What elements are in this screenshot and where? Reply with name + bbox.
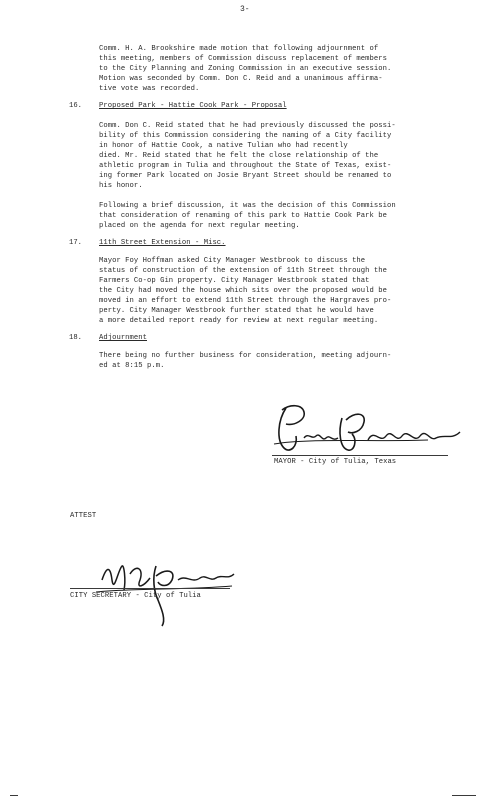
item-16-paragraph-1-line: died. Mr. Reid stated that he felt the close relationship of the	[99, 152, 379, 160]
item-17-paragraph-line: perty. City Manager Westbrook further stated that he would have	[99, 307, 374, 315]
page-number: 3-	[240, 5, 250, 14]
item-16-paragraph-2-line: that consideration of renaming of this park to Hattie Cook Park be	[99, 212, 387, 220]
attest-label: ATTEST	[70, 512, 97, 520]
mayor-signature	[268, 398, 468, 458]
item-17-paragraph-line: moved in an effort to extend 11th Street through the Hargraves pro-	[99, 297, 392, 305]
item-18-number: 18.	[69, 334, 82, 342]
scan-artifact	[452, 795, 476, 796]
paragraph-a-line: tive vote was recorded.	[99, 85, 200, 93]
item-16-number: 16.	[69, 102, 82, 110]
item-17-paragraph-line: Mayor Foy Hoffman asked City Manager Westbrook to discuss the	[99, 257, 366, 265]
item-16-paragraph-1-line: in honor of Hattie Cook, a native Tulian who had recently	[99, 142, 348, 150]
item-18-heading: Adjournment	[99, 334, 147, 342]
item-17-heading: 11th Street Extension - Misc.	[99, 239, 226, 247]
item-17-paragraph-line: a more detailed report ready for review at next regular meeting.	[99, 317, 379, 325]
item-17-paragraph-line: Farmers Co-op Gin property. City Manager Westbrook stated that	[99, 277, 370, 285]
item-17-paragraph-line: the City had moved the house which sits over the proposed would be	[99, 287, 387, 295]
item-16-paragraph-2-line: placed on the agenda for next regular meeting.	[99, 222, 300, 230]
paragraph-a-line: this meeting, members of Commission discuss replacement of members	[99, 55, 387, 63]
item-16-heading: Proposed Park - Hattie Cook Park - Proposal	[99, 102, 287, 110]
item-16-paragraph-1-line: his honor.	[99, 182, 143, 190]
scan-artifact	[10, 795, 18, 796]
item-18-paragraph-line: There being no further business for consideration, meeting adjourn-	[99, 352, 392, 360]
paragraph-a-line: to the City Planning and Zoning Commission in an executive session.	[99, 65, 392, 73]
item-18-paragraph-line: ed at 8:15 p.m.	[99, 362, 165, 370]
item-16-paragraph-1-line: bility of this Commission considering the naming of a City facility	[99, 132, 392, 140]
item-17-paragraph-line: status of construction of the extension of 11th Street through the	[99, 267, 387, 275]
mayor-title: MAYOR - City of Tulia, Texas	[274, 458, 397, 466]
item-16-paragraph-1-line: Comm. Don C. Reid stated that he had previously discussed the possi-	[99, 122, 396, 130]
secretary-signature-line	[70, 588, 230, 589]
item-16-paragraph-1-line: athletic program in Tulia and throughout the State of Texas, exist-	[99, 162, 392, 170]
paragraph-a-line: Motion was seconded by Comm. Don C. Reid and a unanimous affirma-	[99, 75, 383, 83]
city-secretary-title: CITY SECRETARY - City of Tulia	[70, 592, 201, 600]
item-17-number: 17.	[69, 239, 82, 247]
item-16-paragraph-1-line: ing former Park located on Josie Bryant Street should be renamed to	[99, 172, 392, 180]
city-secretary-signature	[96, 550, 236, 628]
paragraph-a-line: Comm. H. A. Brookshire made motion that following adjournment of	[99, 45, 379, 53]
mayor-signature-line	[272, 455, 448, 456]
item-16-paragraph-2-line: Following a brief discussion, it was the decision of this Commission	[99, 202, 396, 210]
